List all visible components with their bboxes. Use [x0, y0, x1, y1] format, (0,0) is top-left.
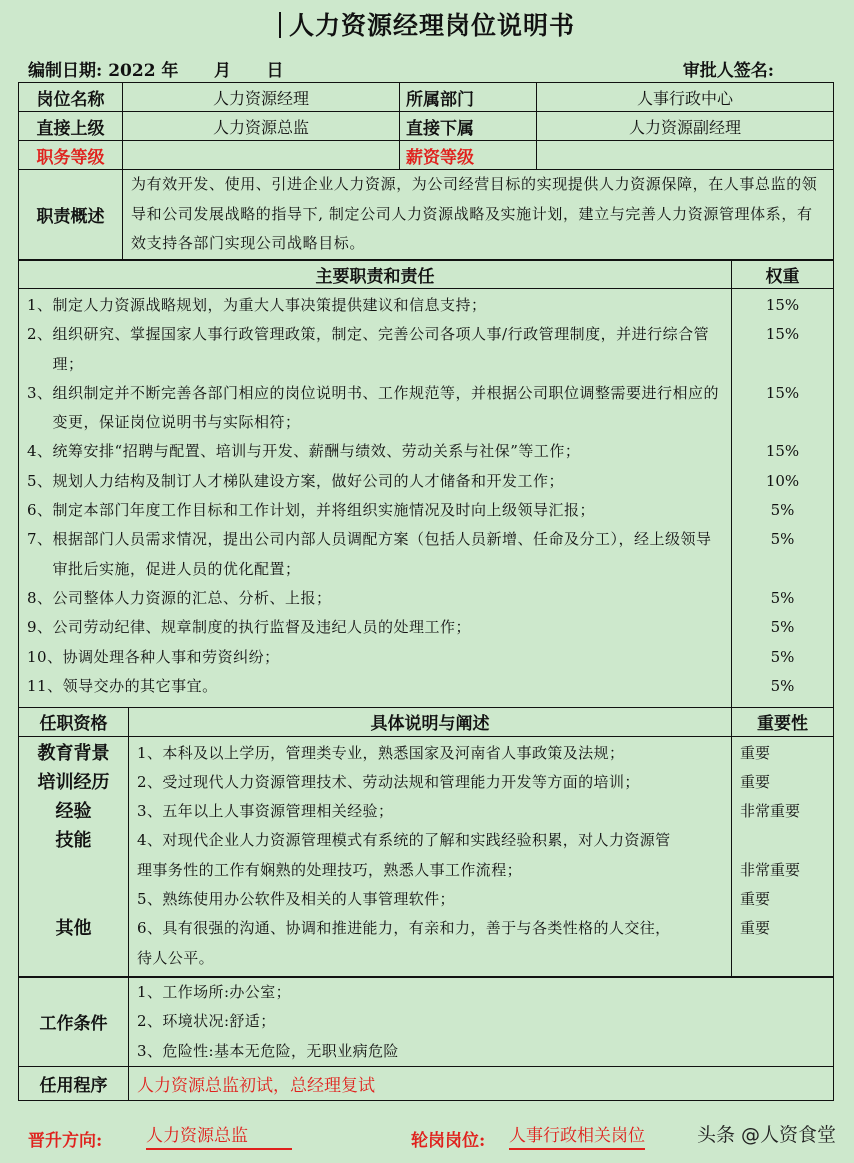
qualification-line: 1、本科及以上学历，管理类专业，熟悉国家及河南省人事政策及法规；: [137, 743, 625, 762]
duty-item: 5、 规划人力结构及制订人才梯队建设方案，做好公司的人才储备和开发工作；: [27, 471, 565, 490]
qualification-line: 待人公平。: [137, 948, 215, 967]
duty-weight: 5%: [770, 501, 795, 520]
qualification-line: 5、熟练使用办公软件及相关的人事管理软件；: [137, 889, 455, 908]
duty-weight: 15%: [765, 296, 800, 314]
qualification-descriptions: [129, 736, 732, 977]
conditions-row: [19, 977, 834, 1067]
duty-item: 6、 制定本部门年度工作目标和工作计划，并将组织实施情况及时向上级领导汇报；: [27, 501, 596, 520]
summary-table: [18, 169, 834, 261]
qualification-line: 6、具有很强的沟通、协调和推进能力，有亲和力，善于与各类性格的人交往，: [137, 919, 671, 938]
duties-table: [18, 259, 834, 708]
qualification-categories: [19, 736, 129, 977]
qualification-line: 理事务性的工作有娴熟的处理技巧，熟悉人事工作流程；: [137, 860, 523, 879]
duty-weight: 5%: [770, 588, 795, 607]
duty-weight: 15%: [765, 442, 800, 461]
qualifications-header-importance: 重要性: [732, 707, 834, 736]
importance-value: 重要: [740, 889, 771, 908]
duty-weight: 5%: [770, 647, 795, 666]
position-value: 人力资源经理: [123, 83, 400, 112]
conditions-list: [129, 977, 834, 1067]
duty-item: 7、 根据部门人员需求情况，提出公司内部人员调配方案（包括人员新增、任命及分工），经上级领导审批后实施，促进人员的优化配置；: [27, 530, 712, 578]
summary-row: [19, 169, 834, 260]
basic-row-position: [19, 83, 834, 112]
importance-value: 非常重要: [740, 802, 801, 821]
duty-item: 4、 统筹安排“招聘与配置、培训与开发、薪酬与绩效、劳动关系与社保”等工作；: [27, 442, 581, 461]
importance-value: 重要: [740, 743, 771, 762]
qualifications-table: [18, 707, 834, 978]
date-field: [28, 56, 283, 81]
title-text: 人力资源经理岗位说明书: [288, 11, 575, 40]
basic-row-superior: [19, 112, 834, 141]
basic-info-table: [18, 82, 834, 170]
importance-value: 非常重要: [740, 860, 801, 879]
duty-weight: 10%: [765, 471, 800, 490]
salary-label: 薪资等级: [400, 141, 537, 170]
weights-list: [732, 289, 834, 708]
condition-item: 1、工作场所:办公室；: [137, 983, 291, 1001]
qualification-category: 其他: [55, 918, 92, 940]
date-label: 编制日期:: [28, 61, 103, 81]
qualifications-header-label: 任职资格: [19, 707, 129, 736]
duty-item: 10、 协调处理各种人事和劳资纠纷；: [27, 647, 280, 666]
basic-row-grade: [19, 141, 834, 170]
duties-list: [19, 289, 732, 708]
duty-weight: 15%: [765, 325, 800, 344]
duties-header: 主要职责和责任: [19, 260, 732, 289]
summary-label: 职责概述: [19, 169, 123, 260]
promotion-value: 人力资源总监: [146, 1124, 292, 1150]
procedure-value: 人力资源总监初试，总经理复试: [129, 1066, 834, 1100]
dept-value: 人事行政中心: [537, 83, 834, 112]
conditions-table: [18, 976, 834, 1101]
qualification-importance: [732, 736, 834, 977]
page-title: [0, 6, 854, 42]
promotion-label: 晋升方向:: [28, 1131, 103, 1151]
position-label: 岗位名称: [19, 83, 123, 112]
duties-body-row: [19, 289, 834, 708]
qualification-category: 教育背景: [37, 742, 110, 764]
qualification-line: 4、对现代企业人力资源管理模式有系统的了解和实践经验积累，对人力资源管: [137, 831, 671, 850]
qualification-category: 培训经历: [37, 771, 110, 793]
duty-item: 2、 组织研究、掌握国家人事行政管理政策，制定、完善公司各项人事/行政管理制度，并进行综合管理；: [27, 325, 710, 373]
qualification-line: 3、五年以上人事资源管理相关经验；: [137, 802, 394, 821]
subordinate-value: 人力资源副经理: [537, 112, 834, 141]
dept-label: 所属部门: [400, 83, 537, 112]
qualification-category: 技能: [55, 830, 92, 852]
subordinate-label: 直接下属: [400, 112, 537, 141]
rotation-value: 人事行政相关岗位: [509, 1124, 645, 1150]
duty-weight: 5%: [770, 530, 795, 549]
conditions-label: 工作条件: [19, 977, 129, 1067]
importance-value: 重要: [740, 919, 771, 938]
duty-item: 3、 组织制定并不断完善各部门相应的岗位说明书、工作规范等，并根据公司职位调整需要进行相应的变更，保证岗位说明书与实际相符；: [27, 383, 720, 432]
qualifications-header-desc: 具体说明与阐述: [129, 707, 732, 736]
grade-label: 职务等级: [19, 141, 123, 170]
approver-label: 审批人签名:: [682, 61, 774, 81]
superior-label: 直接上级: [19, 112, 123, 141]
qualification-line: 2、受过现代人力资源管理技术、劳动法规和管理能力开发等方面的培训；: [137, 772, 640, 791]
qualifications-body-row: [19, 736, 834, 977]
salary-value[interactable]: [537, 141, 834, 170]
watermark: 头条 @人资食堂: [696, 1124, 836, 1146]
qualification-category: 经验: [55, 801, 92, 823]
importance-value: 重要: [740, 772, 771, 791]
duties-header-row: [19, 260, 834, 289]
meta-row: [28, 56, 774, 80]
condition-item: 2、环境状况:舒适；: [137, 1012, 276, 1031]
procedure-label: 任用程序: [19, 1066, 129, 1100]
duty-item: 9、 公司劳动纪律、规章制度的执行监督及违纪人员的处理工作；: [27, 618, 472, 637]
weight-header: 权重: [732, 260, 834, 289]
duty-item: 11、 领导交办的其它事宜。: [27, 676, 218, 695]
qualifications-header-row: [19, 707, 834, 736]
duty-item: 1、 制定人力资源战略规划，为重大人事决策提供建议和信息支持；: [27, 296, 487, 314]
procedure-row: [19, 1066, 834, 1100]
rotation-label: 轮岗岗位:: [411, 1131, 486, 1151]
duty-item: 8、 公司整体人力资源的汇总、分析、上报；: [27, 588, 332, 607]
summary-text: 为有效开发、使用、引进企业人力资源，为公司经营目标的实现提供人力资源保障，在人事总监的领导和公司发展战略的指导下, 制定公司人力资源战略及实施计划，建立与完善人力资源管理体系，有效支持各部门实现公司战略目标。: [123, 169, 834, 260]
job-description-sheet: [18, 82, 833, 1101]
duty-weight: 5%: [770, 618, 795, 637]
duty-weight: 15%: [765, 383, 800, 402]
grade-value[interactable]: [123, 141, 400, 170]
superior-value: 人力资源总监: [123, 112, 400, 141]
title-bar-decoration: [279, 12, 281, 38]
date-value: 2022 年 月 日: [108, 61, 284, 81]
condition-item: 3、危险性:基本无危险，无职业病危险: [137, 1041, 399, 1060]
duty-weight: 5%: [770, 676, 795, 695]
